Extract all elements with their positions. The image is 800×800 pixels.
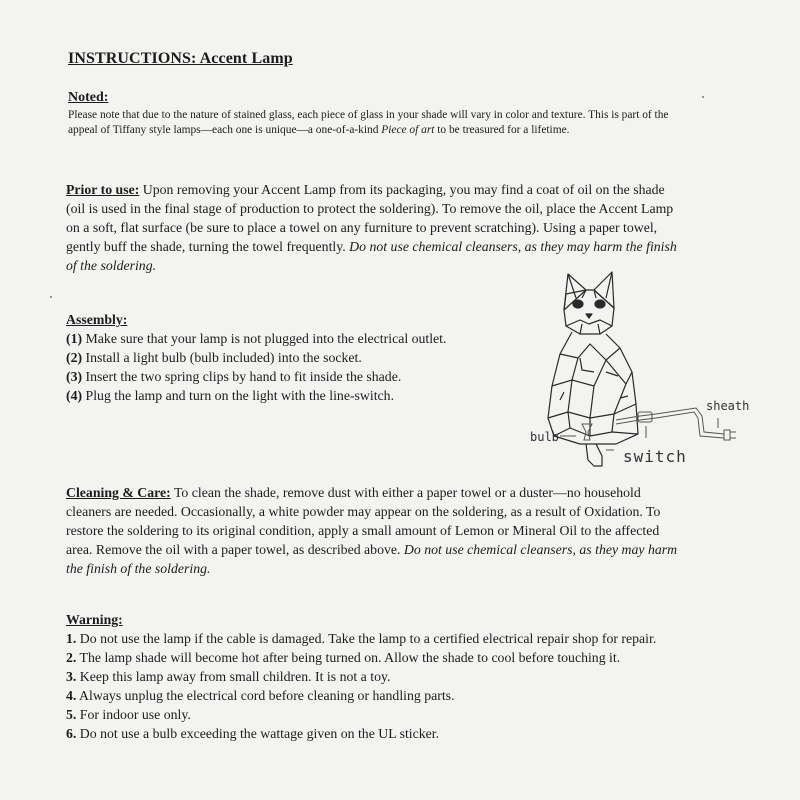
prior-heading: Prior to use: (66, 182, 140, 197)
sheath-label: sheath (706, 399, 750, 413)
warning-item: 6. Do not use a bulb exceeding the wattage given on the UL sticker. (66, 726, 440, 741)
assembly-step: (2) Install a light bulb (bulb included) into the socket. (66, 350, 362, 365)
prior-line: of the soldering. (66, 258, 157, 273)
warning-item: 5. For indoor use only. (66, 707, 191, 722)
page-title: INSTRUCTIONS: Accent Lamp (68, 50, 293, 67)
assembly-heading: Assembly: (66, 312, 128, 327)
cleaning-line: area. Remove the oil with a paper towel, as described above. Do not use chemical cleansers, as they may harm (66, 542, 678, 557)
bulb-label: bulb (530, 430, 559, 444)
assembly-step: (3) Insert the two spring clips by hand to fit inside the shade. (66, 369, 402, 384)
cleaning-heading: Cleaning & Care: (66, 485, 171, 500)
noted-heading: Noted: (68, 90, 109, 105)
cleaning-care-section: Cleaning & Care: To clean the shade, remove dust with either a paper towel or a duster—no household cleaners are needed. Occasionally, a white powder may appear on the soldering, as a result of Oxidation. To restore the soldering to its original condition, apply a small amount of Lemon or Mineral Oil to the affected area. Remove the oil with a paper towel, as described above. Do not use chemical cleansers, as they may harm the finish of the soldering. (66, 483, 766, 578)
noted-line-2: appeal of Tiffany style lamps—each one is unique—a one-of-a-kind Piece of art to be treasured for a lifetime. (68, 124, 570, 136)
warning-item: 3. Keep this lamp away from small children. It is not a toy. (66, 669, 391, 684)
scan-speck (702, 96, 704, 98)
prior-line: gently buff the shade, turning the towel frequently. Do not use chemical cleansers, as they may harm the finish (66, 239, 677, 254)
noted-line-1: Please note that due to the nature of stained glass, each piece of glass in your shade will vary in color and texture. This is part of the (68, 109, 669, 121)
assembly-step: (1) Make sure that your lamp is not plugged into the electrical outlet. (66, 331, 447, 346)
prior-line: (oil is used in the final stage of production to protect the soldering). To remove the oil, place the Accent Lamp (66, 201, 674, 216)
noted-paragraph (68, 108, 758, 138)
warning-item: 2. The lamp shade will become hot after being turned on. Allow the shade to cool before touching it. (66, 650, 621, 665)
noted-italic: Piece of art (381, 124, 435, 136)
warning-item: 1. Do not use the lamp if the cable is damaged. Take the lamp to a certified electrical repair shop for repair. (66, 631, 657, 646)
cleaning-line: the finish of the soldering. (66, 561, 211, 576)
scan-speck (50, 296, 52, 298)
prior-line: on a soft, flat surface (be sure to place a towel on any furniture to prevent scratching). Using a paper towel, (66, 220, 658, 235)
cleaning-line: cleaners are needed. Occasionally, a white powder may appear on the soldering, as a result of Oxidation. To (66, 504, 661, 519)
cleaning-line: restore the soldering to its original condition, apply a small amount of Lemon or Mineral Oil to the affected (66, 523, 660, 538)
prior-to-use-section: Prior to use: Upon removing your Accent Lamp from its packaging, you may find a coat of oil on the shade (oil is used in the final stage of production to protect the soldering). To remove the oil, place the Accent Lamp on a soft, flat surface (be sure to place a towel on any furniture to prevent scratching). Using a paper towel, gently buff the shade, turning the towel frequently. Do not use chemical cleansers, as they may harm the finish of the soldering. (66, 180, 766, 275)
warning-item: 4. Always unplug the electrical cord before cleaning or handling parts. (66, 688, 455, 703)
assembly-step: (4) Plug the lamp and turn on the light with the line-switch. (66, 388, 395, 403)
warning-section (66, 610, 766, 743)
switch-label: switch (623, 447, 687, 466)
warning-heading: Warning: (66, 612, 123, 627)
